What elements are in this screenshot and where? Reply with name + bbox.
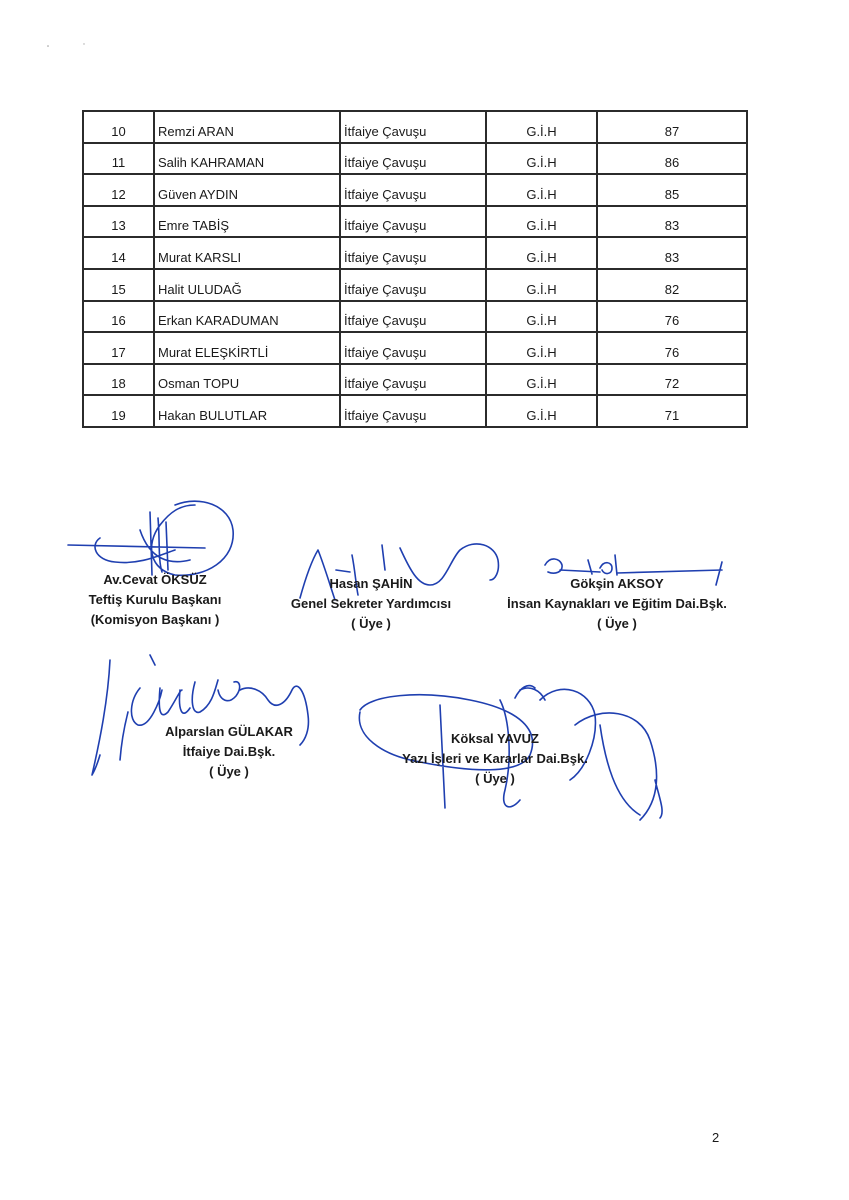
candidate-name: Hakan BULUTLAR — [154, 395, 340, 427]
candidate-title: İtfaiye Çavuşu — [340, 395, 486, 427]
signatory-sahin — [276, 574, 466, 634]
candidate-score: 86 — [597, 143, 747, 175]
candidate-unit: G.İ.H — [486, 143, 597, 175]
signatory-oksuz — [70, 570, 240, 630]
candidate-unit: G.İ.H — [486, 332, 597, 364]
candidate-score: 85 — [597, 174, 747, 206]
row-number: 13 — [83, 206, 154, 238]
signatory-gulakar — [154, 722, 304, 782]
candidate-score: 71 — [597, 395, 747, 427]
row-number: 10 — [83, 111, 154, 143]
table-row — [83, 395, 747, 427]
results-table — [82, 110, 748, 428]
signatory-note: ( Üye ) — [475, 771, 515, 786]
candidate-title: İtfaiye Çavuşu — [340, 111, 486, 143]
row-number: 17 — [83, 332, 154, 364]
signatory-name: Gökşin AKSOY — [570, 576, 664, 591]
candidate-title: İtfaiye Çavuşu — [340, 206, 486, 238]
signatory-yavuz — [390, 729, 600, 789]
table-row — [83, 111, 747, 143]
signatory-name: Hasan ŞAHİN — [329, 576, 413, 591]
candidate-unit: G.İ.H — [486, 237, 597, 269]
signatory-role: Teftiş Kurulu Başkanı — [88, 592, 222, 607]
signatory-role: Yazı İşleri ve Kararlar Dai.Bşk. — [402, 751, 588, 766]
candidate-name: Halit ULUDAĞ — [154, 269, 340, 301]
candidate-score: 83 — [597, 206, 747, 238]
signatory-note: (Komisyon Başkanı ) — [90, 612, 220, 627]
candidate-title: İtfaiye Çavuşu — [340, 332, 486, 364]
row-number: 14 — [83, 237, 154, 269]
candidate-score: 72 — [597, 364, 747, 396]
signatory-aksoy — [494, 574, 740, 634]
signatory-note: ( Üye ) — [597, 616, 637, 631]
candidate-name: Osman TOPU — [154, 364, 340, 396]
signatory-note: ( Üye ) — [351, 616, 391, 631]
candidate-title: İtfaiye Çavuşu — [340, 364, 486, 396]
candidate-score: 87 — [597, 111, 747, 143]
table-row — [83, 301, 747, 333]
signatory-role: İnsan Kaynakları ve Eğitim Dai.Bşk. — [507, 596, 727, 611]
candidate-name: Emre TABİŞ — [154, 206, 340, 238]
table-row — [83, 332, 747, 364]
signatory-name: Av.Cevat ÖKSÜZ — [103, 572, 207, 587]
table-row — [83, 143, 747, 175]
candidate-unit: G.İ.H — [486, 301, 597, 333]
table-row — [83, 174, 747, 206]
page-number: 2 — [712, 1130, 720, 1145]
candidate-unit: G.İ.H — [486, 269, 597, 301]
candidate-title: İtfaiye Çavuşu — [340, 237, 486, 269]
candidate-score: 76 — [597, 332, 747, 364]
table-row — [83, 269, 747, 301]
signatory-name: Alparslan GÜLAKAR — [165, 724, 293, 739]
row-number: 12 — [83, 174, 154, 206]
candidate-unit: G.İ.H — [486, 395, 597, 427]
candidate-name: Erkan KARADUMAN — [154, 301, 340, 333]
table-row — [83, 364, 747, 396]
row-number: 11 — [83, 143, 154, 175]
signatory-name: Köksal YAVUZ — [451, 731, 539, 746]
candidate-unit: G.İ.H — [486, 364, 597, 396]
candidate-unit: G.İ.H — [486, 206, 597, 238]
row-number: 18 — [83, 364, 154, 396]
row-number: 16 — [83, 301, 154, 333]
row-number: 15 — [83, 269, 154, 301]
candidate-title: İtfaiye Çavuşu — [340, 269, 486, 301]
candidate-name: Remzi ARAN — [154, 111, 340, 143]
signatory-role: İtfaiye Dai.Bşk. — [182, 744, 276, 759]
candidate-unit: G.İ.H — [486, 174, 597, 206]
candidate-score: 83 — [597, 237, 747, 269]
scan-specks — [38, 38, 98, 58]
candidate-title: İtfaiye Çavuşu — [340, 301, 486, 333]
candidate-score: 76 — [597, 301, 747, 333]
candidate-title: İtfaiye Çavuşu — [340, 174, 486, 206]
signature-oksuz — [68, 501, 233, 575]
table-row — [83, 206, 747, 238]
candidate-score: 82 — [597, 269, 747, 301]
candidate-name: Güven AYDIN — [154, 174, 340, 206]
signatory-role: Genel Sekreter Yardımcısı — [290, 596, 452, 611]
candidate-name: Salih KAHRAMAN — [154, 143, 340, 175]
signatory-note: ( Üye ) — [209, 764, 249, 779]
candidate-name: Murat ELEŞKİRTLİ — [154, 332, 340, 364]
candidate-name: Murat KARSLI — [154, 237, 340, 269]
candidate-title: İtfaiye Çavuşu — [340, 143, 486, 175]
results-table-body — [83, 111, 747, 427]
row-number: 19 — [83, 395, 154, 427]
table-row — [83, 237, 747, 269]
candidate-unit: G.İ.H — [486, 111, 597, 143]
